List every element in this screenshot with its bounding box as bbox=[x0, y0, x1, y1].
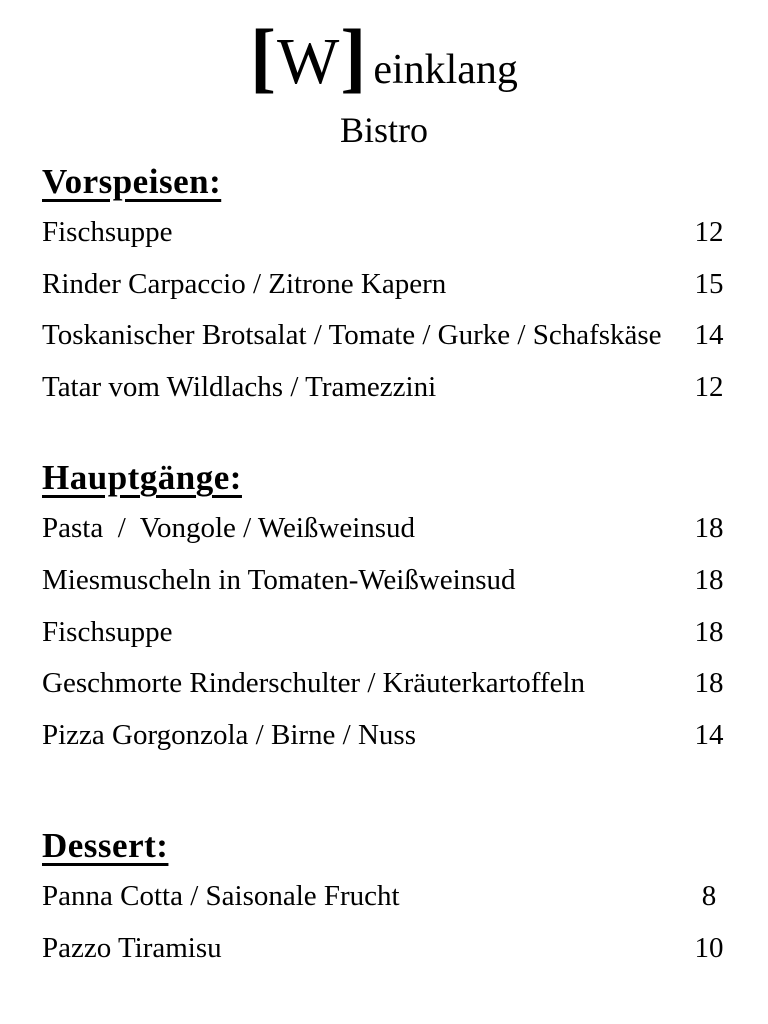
section-items-vorspeisen bbox=[42, 207, 732, 413]
logo-initial: W bbox=[277, 25, 340, 98]
menu-item-name: Pasta / Vongole / Weißweinsud bbox=[42, 512, 416, 545]
brand-subtitle: Bistro bbox=[339, 110, 428, 150]
menu-item bbox=[42, 207, 732, 259]
menu-item-price: 15 bbox=[694, 267, 724, 300]
menu-item bbox=[42, 658, 732, 710]
menu-item-price: 8 bbox=[701, 880, 717, 913]
menu-item-name: Fischsuppe bbox=[42, 615, 173, 648]
menu-item-price: 18 bbox=[694, 563, 724, 596]
section-title-dessert: Dessert: bbox=[42, 826, 169, 866]
brand-logo bbox=[0, 0, 768, 100]
menu-item bbox=[42, 555, 732, 607]
menu-item bbox=[42, 503, 732, 555]
menu-item-name: Geschmorte Rinderschulter / Kräuterkartoffeln bbox=[42, 667, 586, 700]
menu-item-name: Pizza Gorgonzola / Birne / Nuss bbox=[42, 718, 416, 751]
section-items-dessert bbox=[42, 871, 732, 974]
menu-item-name: Toskanischer Brotsalat / Tomate / Gurke / Schafskäse bbox=[42, 319, 662, 352]
menu-content bbox=[0, 164, 768, 975]
menu-item bbox=[42, 923, 732, 975]
section-title-hauptgaenge: Hauptgänge: bbox=[42, 458, 242, 498]
menu-item-name: Rinder Carpaccio / Zitrone Kapern bbox=[42, 267, 447, 300]
menu-item-name: Fischsuppe bbox=[42, 216, 173, 248]
menu-item bbox=[42, 259, 732, 311]
menu-item-name: Pazzo Tiramisu bbox=[42, 931, 222, 964]
menu-item-price: 12 bbox=[694, 370, 724, 403]
menu-item-price: 18 bbox=[694, 512, 724, 545]
menu-item-price: 14 bbox=[694, 718, 724, 751]
section-title-vorspeisen: Vorspeisen: bbox=[42, 162, 222, 201]
menu-item bbox=[42, 310, 732, 362]
menu-item-price: 10 bbox=[694, 931, 724, 964]
logo-bracket-right: ] bbox=[340, 13, 367, 100]
menu-item bbox=[42, 607, 732, 659]
menu-item-name: Tatar vom Wildlachs / Tramezzini bbox=[42, 370, 437, 403]
menu-section-dessert bbox=[42, 828, 732, 974]
menu-item-price: 14 bbox=[694, 319, 724, 352]
menu-item bbox=[42, 871, 732, 923]
menu-item-name: Miesmuscheln in Tomaten-Weißweinsud bbox=[42, 563, 516, 596]
logo-wordmark: einklang bbox=[373, 47, 518, 93]
section-items-hauptgaenge bbox=[42, 503, 732, 761]
menu-section-hauptgaenge bbox=[42, 460, 732, 761]
menu-item-price: 18 bbox=[694, 667, 724, 700]
menu-item-price: 18 bbox=[694, 615, 724, 648]
menu-item-price: 12 bbox=[694, 216, 724, 248]
menu-section-vorspeisen bbox=[42, 164, 732, 413]
logo-bracket-left: [ bbox=[250, 13, 277, 100]
menu-item bbox=[42, 362, 732, 414]
menu-item bbox=[42, 710, 732, 762]
menu-item-name: Panna Cotta / Saisonale Frucht bbox=[42, 880, 400, 913]
